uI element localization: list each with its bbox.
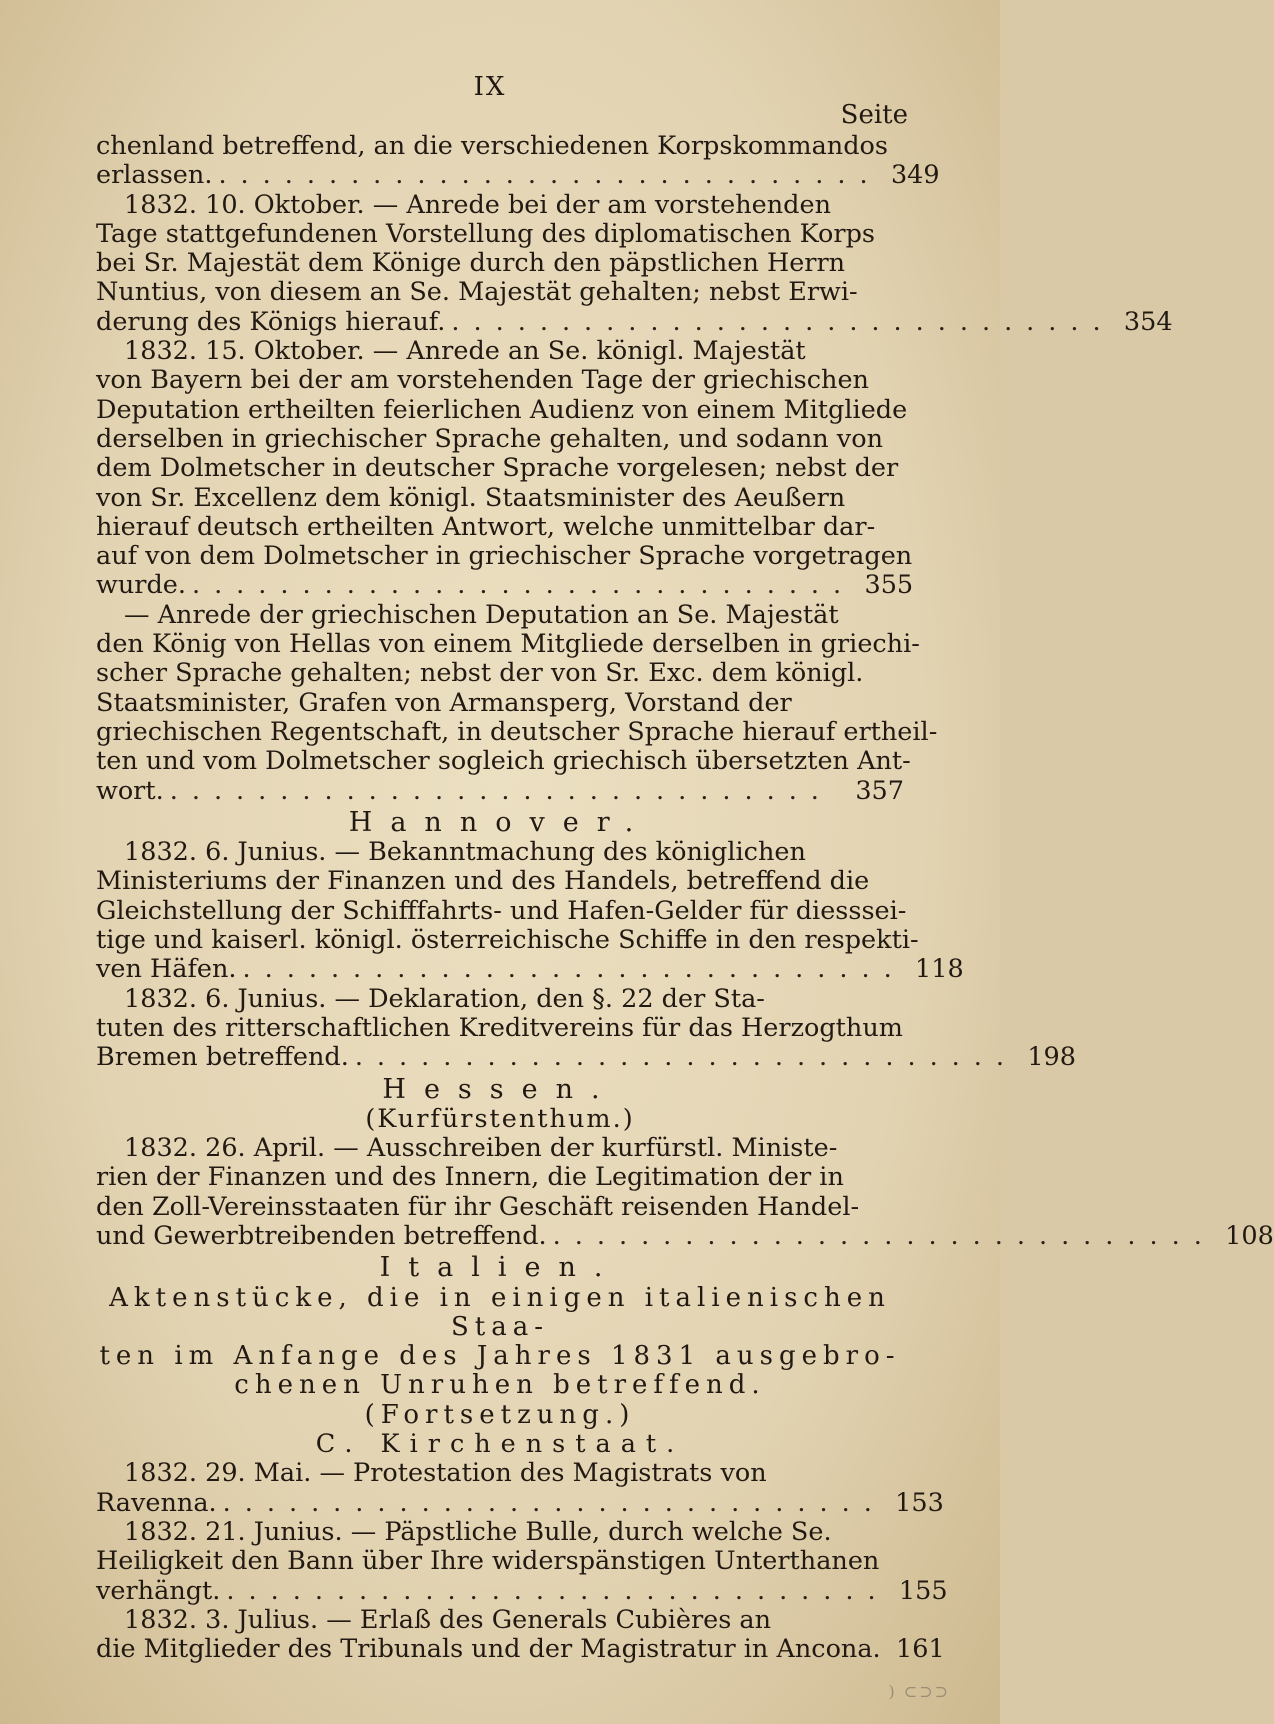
entry-line: Heiligkeit den Bann über Ihre widerspänstigen Unterthanen: [96, 1546, 880, 1577]
dot-leader: ..............................: [191, 570, 856, 601]
entry-line: den König von Hellas von einem Mitgliede derselben in griechi-: [96, 629, 920, 660]
entry-line: 1832. 3. Julius. — Erlaß des Generals Cubières an: [124, 1604, 772, 1635]
binding-marks: ) ⊂⊃⊃: [888, 1682, 950, 1701]
entry-line: von Sr. Excellenz dem königl. Staatsminister des Aeußern: [96, 482, 846, 513]
page-number: IX: [473, 72, 507, 102]
entry-last-line: [96, 306, 1173, 337]
dot-leader: ..............................: [242, 954, 906, 985]
entry-last-text: verhängt.: [96, 1575, 221, 1606]
entry-last-line: [96, 1634, 945, 1665]
entry-last-text: wort.: [96, 775, 164, 806]
toc-entry: [96, 837, 964, 985]
entry-line: Ministeriums der Finanzen und des Handels, betreffend die: [96, 866, 870, 897]
entry-line: 1832. 29. Mai. — Protestation des Magistrats von: [124, 1458, 767, 1489]
dot-leader: ..............................: [169, 775, 833, 806]
entry-line: Deputation ertheilten feierlichen Audienz von einem Mitgliede: [96, 394, 908, 425]
toc-entry: [96, 1133, 1274, 1251]
entry-page-number: 349: [890, 160, 940, 191]
entry-last-line: [96, 777, 904, 806]
entry-last-text: Bremen betreffend.: [96, 1042, 349, 1073]
toc-entry: [96, 1516, 948, 1606]
entry-line: chenland betreffend, an die verschiedenen Korpskommandos: [96, 131, 888, 161]
entry-line: 1832. 6. Junius. — Deklaration, den §. 22 der Sta-: [124, 983, 765, 1014]
entry-page-number: 108: [1225, 1220, 1274, 1251]
entry-line: 1832. 15. Oktober. — Anrede an Se. königl. Majestät: [124, 336, 806, 367]
section-intro-line: ten im Anfange des Jahres 1831 ausgebro-: [99, 1341, 901, 1372]
entry-last-text: erlassen.: [96, 160, 213, 191]
entry-line: hierauf deutsch ertheilten Antwort, welche unmittelbar dar-: [96, 511, 876, 542]
section-intro-line: Aktenstücke, die in einigen italienischen Staa-: [109, 1282, 891, 1342]
entry-last-text: ven Häfen.: [96, 954, 237, 985]
entry-line: scher Sprache gehalten; nebst der von Sr. Exc. dem königl.: [96, 658, 864, 689]
entry-line: dem Dolmetscher in deutscher Sprache vorgelesen; nebst der: [96, 453, 899, 484]
entry-page-number: 153: [895, 1487, 944, 1518]
entry-line: — Anrede der griechischen Deputation an Se. Majestät: [124, 599, 839, 630]
entry-line: ten und vom Dolmetscher sogleich griechisch übersetzten Ant-: [96, 746, 911, 777]
entry-last-line: [96, 570, 914, 601]
entry-line: rien der Finanzen und des Innern, die Legitimation der in: [96, 1162, 844, 1193]
entry-last-line: [96, 1042, 1076, 1073]
section-intro-line: chenen Unruhen betreffend. (Fortsetzung.): [234, 1370, 766, 1430]
entry-last-text: wurde.: [96, 570, 186, 601]
entry-line: 1832. 6. Junius. — Bekanntmachung des königlichen: [124, 837, 806, 868]
toc-entry: [96, 599, 938, 806]
entry-line: Tage stattgefundenen Vorstellung des diplomatischen Korps: [96, 218, 875, 249]
entry-line: den Zoll-Vereinsstaaten für ihr Geschäft reisenden Handel-: [96, 1191, 860, 1222]
section-subheading-hessen: (Kurfürstenthum.): [365, 1103, 635, 1134]
entry-line: Nuntius, von diesem an Se. Majestät gehalten; nebst Erwi-: [96, 277, 858, 308]
table-of-contents: [96, 131, 1274, 1665]
section-heading-hannover: Hannover.: [348, 806, 652, 838]
section-heading-italien: Italien.: [379, 1252, 621, 1284]
entry-last-line: [96, 1575, 948, 1606]
dot-leader: ..............................: [222, 1487, 886, 1518]
entry-line: tige und kaiserl. königl. österreichische Schiffe in den respekti-: [96, 925, 919, 956]
dot-leader: ..............................: [226, 1575, 890, 1606]
entry-last-text: derung des Königs hierauf.: [96, 306, 446, 337]
entry-last-text: Ravenna.: [96, 1487, 217, 1518]
seite-label: Seite: [840, 100, 908, 130]
entry-line: von Bayern bei der am vorstehenden Tage der griechischen: [96, 365, 869, 396]
entry-line: 1832. 26. April. — Ausschreiben der kurfürstl. Ministe-: [124, 1133, 838, 1164]
entry-page-number: 161: [896, 1634, 945, 1665]
dot-leader: ..............................: [218, 160, 882, 191]
entry-page-number: 198: [1027, 1042, 1076, 1073]
entry-page-number: 118: [915, 954, 964, 985]
entry-last-line: [96, 1487, 944, 1518]
entry-page-number: 354: [1123, 306, 1173, 337]
entry-last-line: [96, 954, 964, 985]
toc-entry: [96, 1458, 944, 1518]
entry-line: Gleichstellung der Schifffahrts- und Hafen-Gelder für diesssei-: [96, 895, 907, 926]
entry-page-number: 355: [864, 570, 914, 601]
toc-entry: [96, 131, 940, 191]
dot-leader: ..............................: [552, 1220, 1216, 1251]
entry-line: bei Sr. Majestät dem Könige durch den päpstlichen Herrn: [96, 248, 846, 279]
entry-last-line: [96, 1220, 1274, 1251]
entry-line: Staatsminister, Grafen von Armansperg, Vorstand der: [96, 687, 792, 718]
entry-last-text: die Mitglieder des Tribunals und der Magistratur in Ancona.: [96, 1634, 881, 1665]
entry-page-number: 357: [855, 775, 904, 806]
subsection-heading-kirchenstaat: C. Kirchenstaat.: [315, 1429, 685, 1460]
dot-leader: ..............................: [354, 1042, 1018, 1073]
entry-line: 1832. 10. Oktober. — Anrede bei der am vorstehenden: [124, 189, 832, 220]
toc-entry: [96, 983, 1076, 1073]
entry-line: auf von dem Dolmetscher in griechischer Sprache vorgetragen: [96, 541, 913, 572]
entry-last-text: und Gewerbtreibenden betreffend.: [96, 1220, 547, 1251]
entry-line: tuten des ritterschaftlichen Kreditvereins für das Herzogthum: [96, 1012, 903, 1043]
entry-line: 1832. 21. Junius. — Päpstliche Bulle, durch welche Se.: [124, 1516, 832, 1547]
toc-entry: [96, 1604, 945, 1665]
toc-entry: [96, 336, 914, 601]
toc-entry: [96, 189, 1173, 337]
section-heading-hessen: Hessen.: [382, 1073, 618, 1105]
entry-line: griechischen Regentschaft, in deutscher Sprache hierauf ertheil-: [96, 716, 938, 747]
entry-last-line: [96, 160, 940, 191]
dot-leader: ..............................: [451, 306, 1115, 337]
entry-page-number: 155: [898, 1575, 948, 1606]
entry-line: derselben in griechischer Sprache gehalten, und sodann von: [96, 423, 883, 454]
